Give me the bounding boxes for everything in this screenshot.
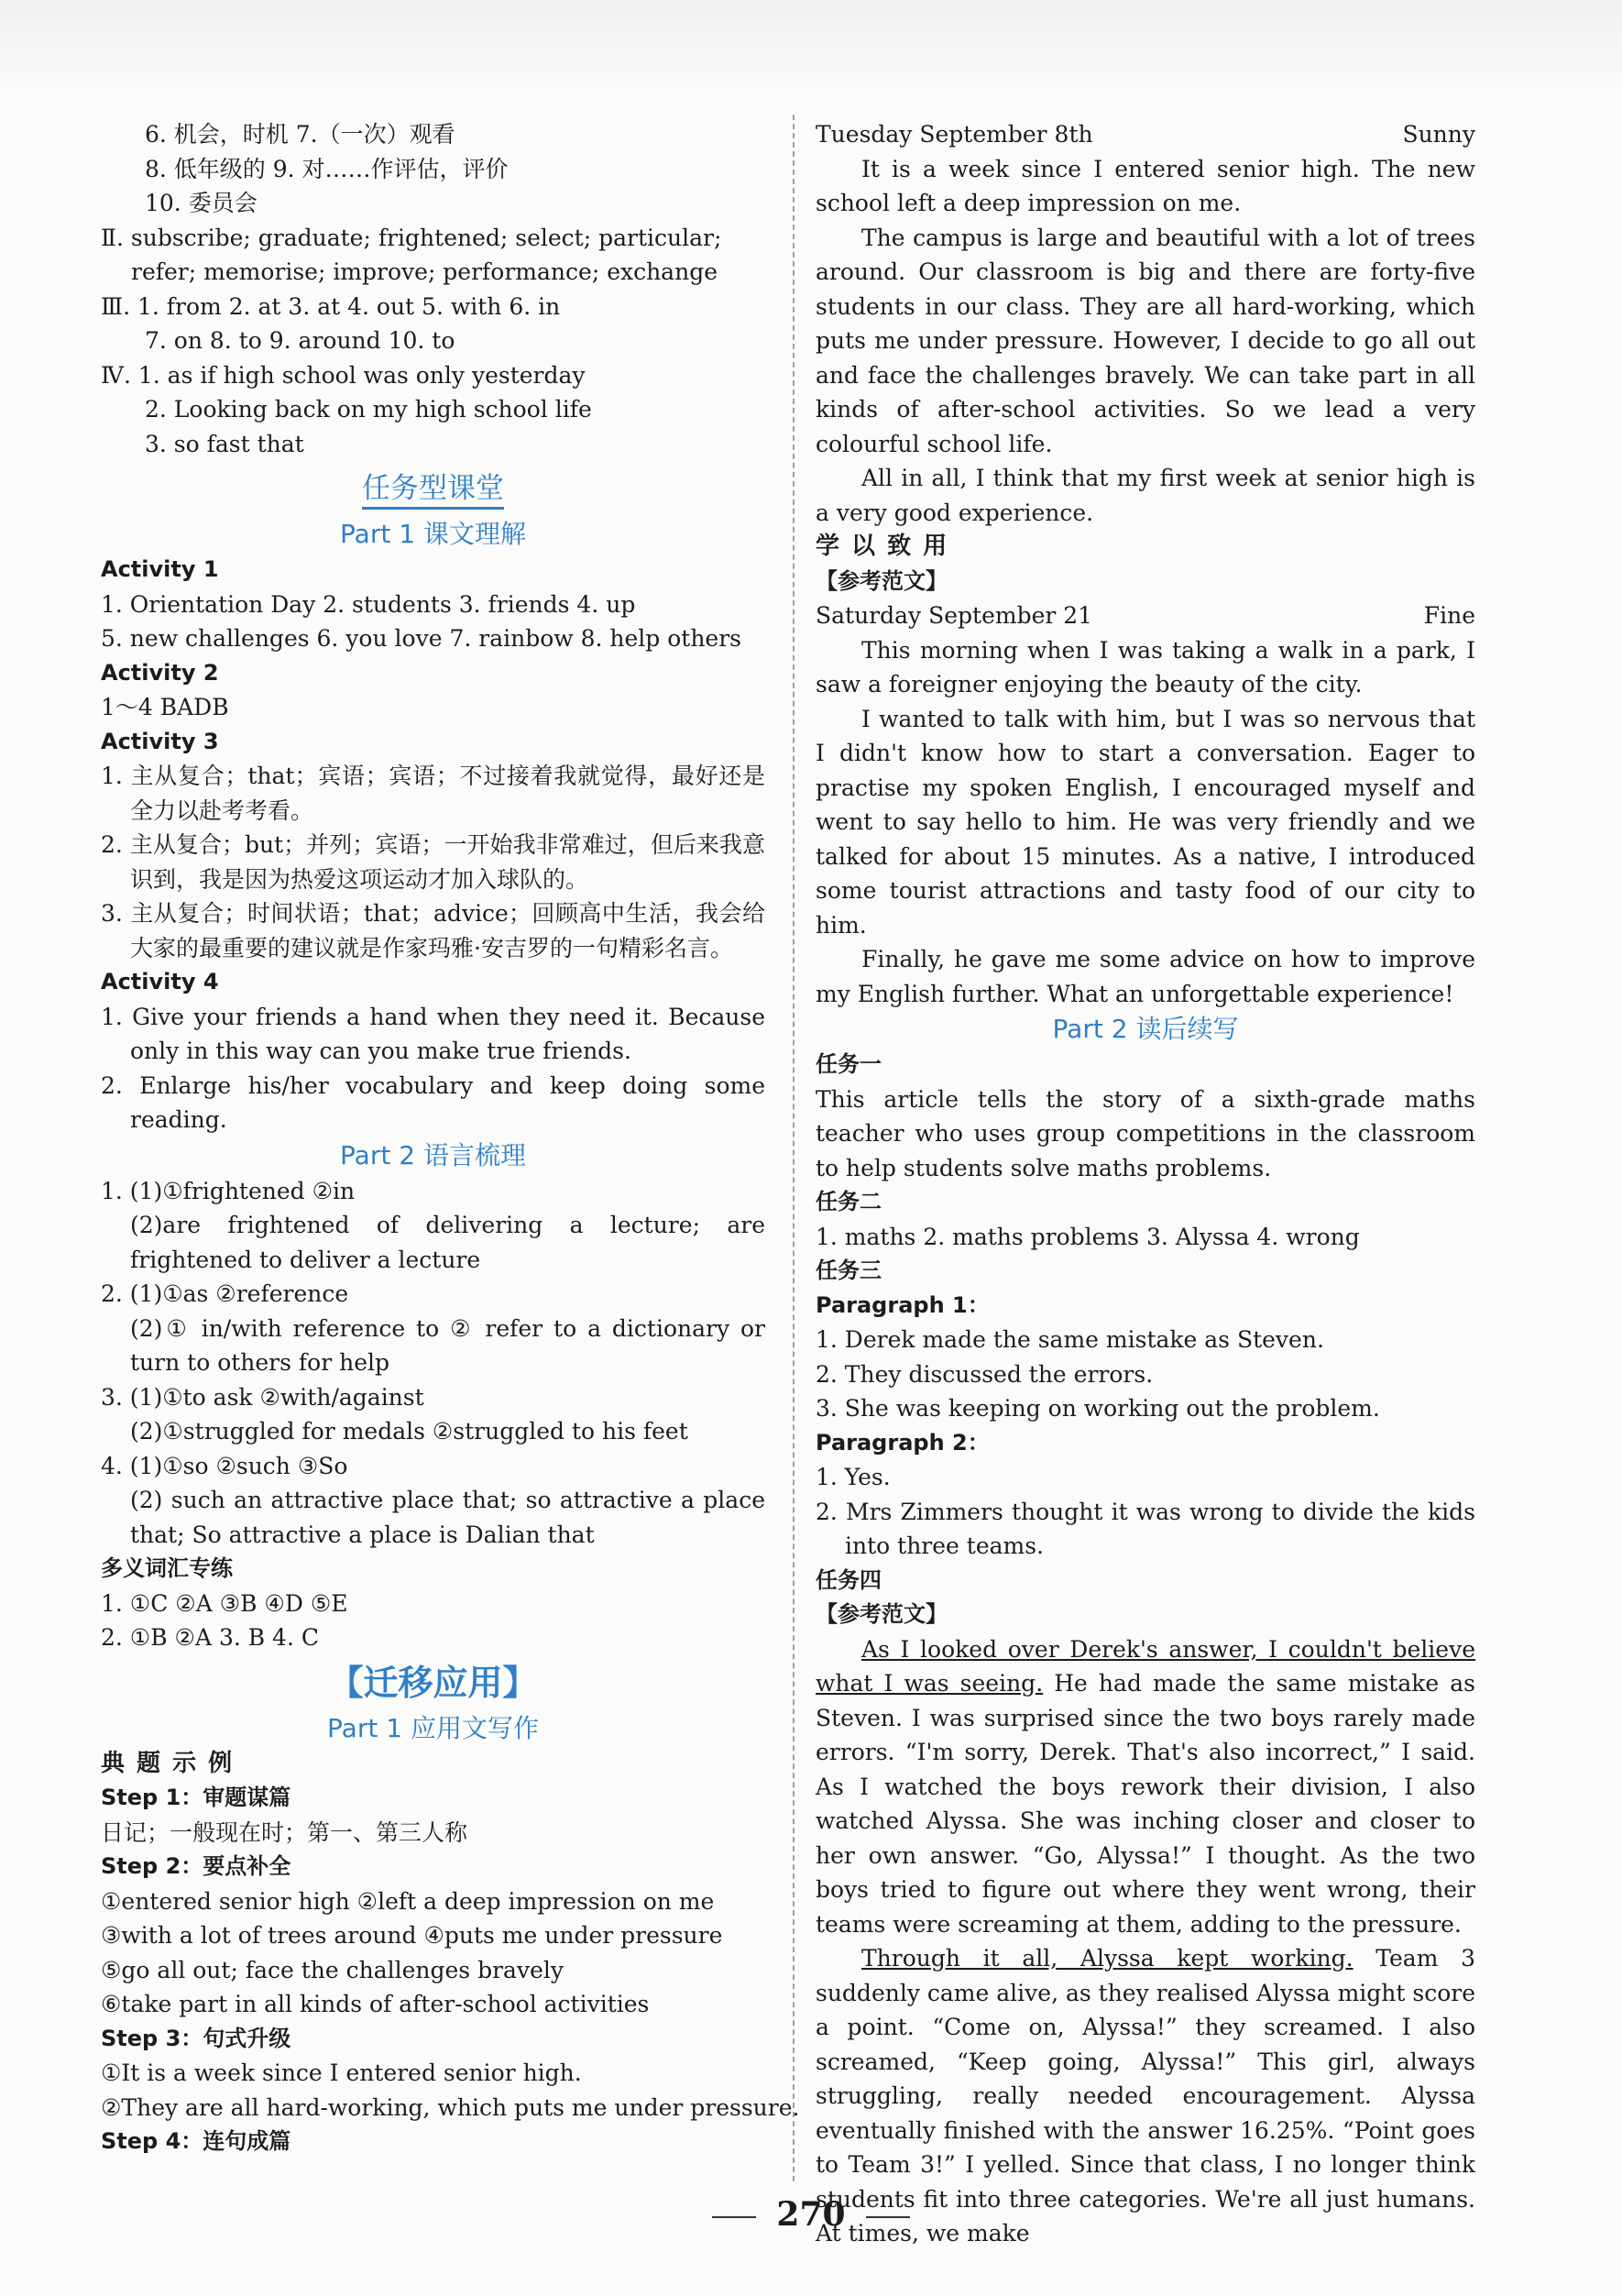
task-2-heading: 任务二 <box>816 1189 882 1214</box>
activity-1-answers: 1. Orientation Day 2. students 3. friends 4. up <box>101 590 636 618</box>
essay-second-opening-sentence: Through it all, Alyssa kept working. <box>861 1945 1353 1972</box>
transfer-title: 【迁移应用】 <box>328 1662 538 1703</box>
part-2-title: Part 2 语言梳理 <box>340 1139 526 1170</box>
vocab-line: 8. 低年级的 9. 对……作评估，评价 <box>145 155 509 182</box>
diary-1-paragraph: It is a week since I entered senior high. The new school left a deep impression on me. <box>816 155 1475 216</box>
diary-2-paragraph: This morning when I was taking a walk in a park, I saw a foreigner enjoying the beauty of the city. <box>816 636 1475 698</box>
part-2-continuation-title: Part 2 读后续写 <box>1052 1014 1239 1044</box>
multi-meaning-answers: 2. ①B ②A 3. B 4. C <box>101 1624 319 1651</box>
activity-4-answer: 1. Give your friends a hand when they need it. Because only in this way can you make true friends. <box>101 1003 765 1064</box>
activity-2-answers: 1～4 BADB <box>101 694 229 720</box>
exercise-4-line: 2. Looking back on my high school life <box>145 396 592 423</box>
diary-1-paragraph: All in all, I think that my first week at senior high is a very good experience. <box>816 465 1475 526</box>
paragraph-1-answer: 3. She was keeping on working out the problem. <box>816 1395 1380 1422</box>
diary-2-weather: Fine <box>1423 602 1475 629</box>
activity-3-answer: 2. 主从复合；but；并列；宾语；一开始我非常难过，但后来我意识到，我是因为热爱这项运动才加入球队的。 <box>101 831 765 893</box>
exercise-4-line: Ⅳ. 1. as if high school was only yesterday <box>101 361 586 389</box>
section-title-text: 任务型课堂 <box>362 472 504 510</box>
paragraph-1-answer: 2. They discussed the errors. <box>816 1360 1154 1388</box>
step-2-item: ⑤go all out; face the challenges bravely <box>101 1956 564 1983</box>
diary-1-date: Tuesday September 8th <box>816 121 1093 148</box>
exercise-2-line: Ⅱ. subscribe; graduate; frightened; select; particular; <box>101 224 722 251</box>
step-3-item: ②They are all hard-working, which puts me under pressure. <box>101 2093 800 2121</box>
left-column <box>101 117 800 2159</box>
step-1-heading: Step 1：审题谋篇 <box>101 1785 291 1810</box>
step-2-item: ①entered senior high ②left a deep impression on me <box>101 1887 715 1915</box>
activity-1-answers: 5. new challenges 6. you love 7. rainbow 8. help others <box>101 625 742 652</box>
step-4-heading: Step 4：连句成篇 <box>101 2128 291 2154</box>
activity-3-answer: 1. 主从复合；that；宾语；宾语；不过接着我就觉得，最好还是全力以赴考考看。 <box>101 763 765 824</box>
language-answer: (2)① in/with reference to ② refer to a dictionary or turn to others for help <box>130 1314 765 1376</box>
activity-3-answer: 3. 主从复合；时间状语；that；advice；回顾高中生活，我会给大家的最重要的建议就是作家玛雅·安吉罗的一句精彩名言。 <box>101 900 765 961</box>
activity-4-heading: Activity 4 <box>101 969 219 994</box>
essay-paragraph-2-body: Team 3 suddenly came alive, as they realised Alyssa might score a point. “Come on, Alyssa!” they screamed. I also screamed, “Keep going, Alyssa!” This girl, always struggling, really needed encouragement. Alyssa eventually finished with the answer 16.25%. “Point goes to Team 3!” I yelled. Since that class, I no longer think students fit into three categories. We're all just humans. At times, we make <box>816 1945 1475 2247</box>
section-title <box>101 467 765 511</box>
vocab-line: 10. 委员会 <box>145 190 258 216</box>
activity-1-heading: Activity 1 <box>101 556 219 582</box>
step-3-item: ①It is a week since I entered senior high. <box>101 2060 582 2086</box>
part-1-writing-title: Part 1 应用文写作 <box>327 1712 539 1743</box>
vocab-line: 6. 机会，时机 7.（一次）观看 <box>145 121 455 148</box>
task-2-answers: 1. maths 2. maths problems 3. Alyssa 4. wrong <box>816 1223 1360 1250</box>
diary-1-header <box>816 117 1475 152</box>
activity-4-answer: 2. Enlarge his/her vocabulary and keep doing some reading. <box>101 1071 765 1133</box>
paragraph-2-answer: 1. Yes. <box>816 1464 891 1490</box>
diary-2-date: Saturday September 21 <box>816 602 1093 629</box>
step-3-heading: Step 3：句式升级 <box>101 2025 291 2051</box>
diary-2-header <box>816 599 1475 633</box>
essay-paragraph-1-body: He had made the same mistake as Steven. I was surprised since the two boys rarely made errors. “I'm sorry, Derek. That's also incorrect,” I said. As I watched the boys rework their division, I also watched Alyssa. She was inching closer and closer to her own answer. “Go, Alyssa!” I thought. As the two boys tried to figure out where they went wrong, their teams were screaming at them, adding to the pressure. <box>816 1670 1475 1938</box>
page-top-band <box>0 0 1622 92</box>
exercise-3-line: 7. on 8. to 9. around 10. to <box>145 327 455 354</box>
language-answer: 4. (1)①so ②such ③So <box>101 1452 348 1479</box>
exercise-4-line: 3. so fast that <box>145 430 304 457</box>
essay-paragraph-1 <box>816 1632 1475 1942</box>
diary-1-weather: Sunny <box>1402 121 1475 148</box>
task-1-text: This article tells the story of a sixth-grade maths teacher who uses group competitions in the classroom to help students solve maths problems. <box>816 1085 1475 1181</box>
column-divider <box>793 115 795 2181</box>
part-1-title: Part 1 课文理解 <box>340 519 526 549</box>
language-answer: 3. (1)①to ask ②with/against <box>101 1383 424 1411</box>
page-number <box>0 2195 1622 2234</box>
paragraph-1-heading: Paragraph 1： <box>816 1291 990 1318</box>
multi-meaning-heading: 多义词汇专练 <box>101 1555 233 1581</box>
example-heading: 典 题 示 例 <box>101 1749 235 1777</box>
step-2-item: ③with a lot of trees around ④puts me under pressure <box>101 1922 723 1949</box>
paragraph-2-answer: 2. Mrs Zimmers thought it was wrong to divide the kids into three teams. <box>816 1498 1475 1559</box>
activity-2-heading: Activity 2 <box>101 659 219 686</box>
activity-3-heading: Activity 3 <box>101 728 219 754</box>
paragraph-2-heading: Paragraph 2： <box>816 1429 990 1456</box>
language-answer: (2)are frightened of delivering a lecture; are frightened to deliver a lecture <box>130 1212 765 1273</box>
exercise-3-line: Ⅲ. 1. from 2. at 3. at 4. out 5. with 6. in <box>101 292 561 320</box>
step-1-text: 日记；一般现在时；第一、第三人称 <box>101 1818 468 1846</box>
language-answer: (2)①struggled for medals ②struggled to his feet <box>130 1418 688 1445</box>
diary-1-paragraph: The campus is large and beautiful with a lot of trees around. Our classroom is big and there are forty-five students in our class. They are all hard-working, which puts me under pressure. However, I decide to go all out and face the challenges bravely. We can take part in all kinds of after-school activities. So we lead a very colourful school life. <box>816 224 1475 457</box>
step-2-item: ⑥take part in all kinds of after-school activities <box>101 1991 650 2017</box>
diary-2-paragraph: Finally, he gave me some advice on how to improve my English further. What an unforgettable experience! <box>816 946 1475 1007</box>
reference-heading-2: 【参考范文】 <box>816 1601 948 1627</box>
task-3-heading: 任务三 <box>816 1258 882 1283</box>
essay-opening-sentence: As I looked over Derek's answer, I couldn't believe what I was seeing. <box>816 1635 1475 1697</box>
paragraph-1-answer: 1. Derek made the same mistake as Steven. <box>816 1326 1324 1353</box>
exercise-2-line: refer; memorise; improve; performance; exchange <box>131 258 718 285</box>
multi-meaning-answers: 1. ①C ②A ③B ④D ⑤E <box>101 1589 348 1617</box>
language-answer: (2) such an attractive place that; so attractive a place that; So attractive a place is Dalian that <box>130 1487 765 1548</box>
diary-2-paragraph: I wanted to talk with him, but I was so nervous that I didn't know how to start a conversation. Eager to practise my spoken English, I encouraged myself and went to say hello to him. He was very friendly and we talked for about 15 minutes. As a native, I introduced some tourist attractions and tasty food of our city to him. <box>816 705 1475 939</box>
task-4-heading: 任务四 <box>816 1566 882 1593</box>
page-number-dash-right <box>866 2216 910 2218</box>
page-number-dash-left <box>712 2216 756 2218</box>
language-answer: 2. (1)①as ②reference <box>101 1280 349 1307</box>
apply-heading: 学 以 致 用 <box>816 533 949 560</box>
language-answer: 1. (1)①frightened ②in <box>101 1177 356 1204</box>
page-number-value: 270 <box>776 2195 846 2234</box>
task-1-heading: 任务一 <box>816 1051 882 1077</box>
right-column <box>816 117 1475 2251</box>
step-2-heading: Step 2：要点补全 <box>101 1853 291 1879</box>
reference-heading: 【参考范文】 <box>816 567 948 594</box>
